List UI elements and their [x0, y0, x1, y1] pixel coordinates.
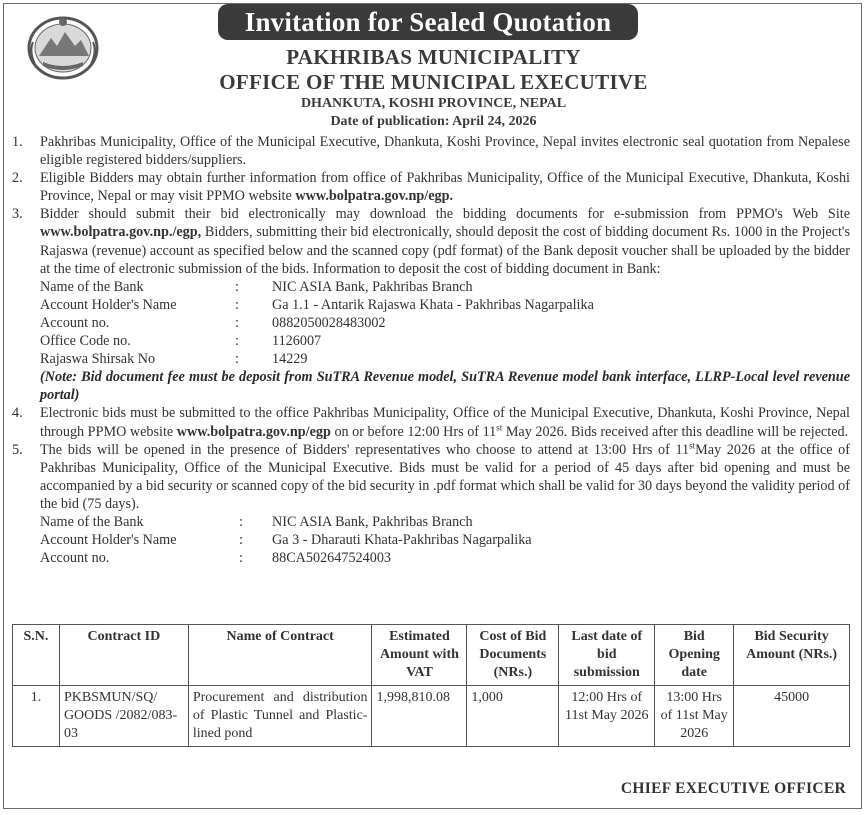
clause-2: 2. Eligible Bidders may obtain further information from office of Pakhribas Municipality, Office of the Municipal Executive, Dhankuta, Koshi Province, Nepal or may visit PPMO website www.bolpatra.gov.np/egp. — [12, 170, 850, 205]
bank-row: Account Holder's Name : Ga 1.1 - Antarik Rajaswa Khata - Pakhribas Nagarpalika — [40, 296, 594, 313]
table-cell: 13:00 Hrs of 11st May 2026 — [655, 686, 734, 747]
location-line: DHANKUTA, KOSHI PROVINCE, NEPAL — [300, 96, 567, 111]
office-name: OFFICE OF THE MUNICIPAL EXECUTIVE — [219, 70, 648, 94]
contract-table — [12, 624, 850, 747]
bank-row: Office Code no. : 1126007 — [40, 333, 322, 350]
column-header: S.N. — [13, 625, 60, 686]
column-header: Contract ID — [59, 625, 188, 686]
column-header: Bid Security Amount (NRs.) — [734, 625, 850, 686]
page-title: Invitation for Sealed Quotation — [218, 4, 638, 40]
table-cell: Procurement and distribution of Plastic Tunnel and Plastic-lined pond — [188, 686, 372, 747]
column-header: Estimated Amount with VAT — [372, 625, 467, 686]
notice-body — [12, 133, 850, 567]
bank-details-fee — [40, 278, 850, 368]
table-header-row — [13, 625, 850, 686]
clause-3: 3. Bidder should submit their bid electronically may download the bidding documents for e-submission from PPMO's Web Site www.bolpatra.gov.np./egp, Bidders, submitting their bid electronically, should deposit the cost of bidding document Rs. 1000 in the Project's Rajaswa (revenue) account as specified below and the scanned copy (pdf format) of the Bank deposit voucher shall be uploaded by the bidder at the time of electronic submission of the bids. Information to deposit the cost of bidding document in Bank: Name of the Bank : NIC ASIA Bank, Pakhribas Branch Account Holder's Name : Ga 1.1 - Antarik Rajaswa Khata - Pakhribas Nagarpalika Account no. : 0882050028483002 Office Code no. : 1126007 Rajaswa Shirsak No : 14229 (Note: Bid document fee must be deposit from SuTRA Revenue model, SuTRA Revenue model bank interface, LLRP-Local level revenue portal) — [12, 206, 850, 404]
bank-row: Account Holder's Name : Ga 3 - Dharauti Khata-Pakhribas Nagarpalika — [40, 532, 532, 549]
table-cell: 1,000 — [467, 686, 559, 747]
website-link[interactable]: www.bolpatra.gov.np/egp. — [295, 188, 454, 205]
clause-5: 5. The bids will be opened in the presence of Bidders' representatives who choose to attend at 13:00 Hrs of 11stMay 2026 at the office of Pakhribas Municipality, Office of the Municipal Executive. Bids must be valid for a period of 45 days after bid opening and must be accompanied by a bid security or scanned copy of the bid security in .pdf format which shall be valid for 30 days beyond the validity period of the bid (75 days). Name of the Bank : NIC ASIA Bank, Pakhribas Branch Account Holder's Name : Ga 3 - Dharauti Khata-Pakhribas Nagarpalika Account no. : 88CA502647524003 — [12, 439, 851, 567]
website-link[interactable]: www.bolpatra.gov.np/egp — [176, 423, 331, 440]
table-cell: 12:00 Hrs of 11st May 2026 — [559, 686, 655, 747]
bank-row: Name of the Bank : NIC ASIA Bank, Pakhribas Branch — [40, 278, 473, 295]
table-cell: 45000 — [734, 686, 850, 747]
municipality-name: PAKHRIBAS MUNICIPALITY — [286, 45, 581, 69]
table-cell: PKBSMUN/SQ/ GOODS /2082/083-03 — [59, 686, 188, 747]
column-header: Cost of Bid Documents (NRs.) — [467, 625, 559, 686]
table-row — [13, 686, 850, 747]
signatory-title: CHIEF EXECUTIVE OFFICER — [620, 780, 846, 797]
column-header: Name of Contract — [188, 625, 372, 686]
table-cell: 1. — [13, 686, 60, 747]
bank-row: Name of the Bank : NIC ASIA Bank, Pakhribas Branch — [40, 513, 473, 530]
website-link[interactable]: www.bolpatra.gov.np./egp, — [40, 224, 202, 241]
column-header: Bid Opening date — [655, 625, 734, 686]
bank-row: Account no. : 0882050028483002 — [40, 314, 386, 331]
publication-date: Date of publication: April 24, 2026 — [330, 114, 537, 129]
bank-row: Rajaswa Shirsak No : 14229 — [40, 351, 308, 368]
bank-row: Account no. : 88CA502647524003 — [40, 550, 392, 567]
clause-1: 1. Pakhribas Municipality, Office of the Municipal Executive, Dhankuta, Koshi Province, Nepal invites electronic seal quotation from Nepalese eligible registered bidders/suppliers. — [12, 134, 850, 169]
column-header: Last date of bid submission — [559, 625, 655, 686]
fee-note: (Note: Bid document fee must be deposit from SuTRA Revenue model, SuTRA Revenue model bank interface, LLRP-Local level revenue portal) — [40, 369, 850, 404]
clause-4: 4. Electronic bids must be submitted to the office Pakhribas Municipality, Office of the Municipal Executive, Dhankuta, Koshi Province, Nepal through PPMO website www.bolpatra.gov.np/egp on or before 12:00 Hrs of 11st May 2026. Bids received after this deadline will be rejected. — [12, 405, 850, 440]
bank-details-security — [40, 513, 850, 567]
table-cell: 1,998,810.08 — [372, 686, 467, 747]
